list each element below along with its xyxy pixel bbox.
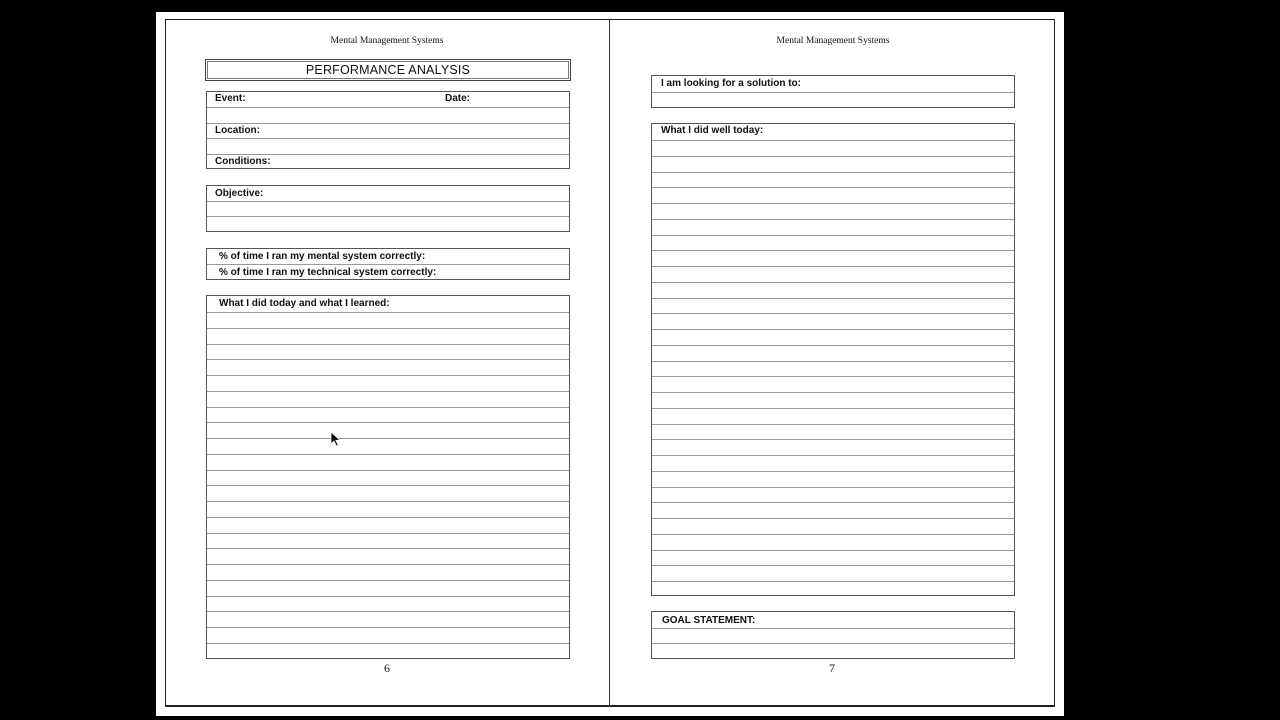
writing-line (652, 203, 1014, 204)
writing-line (652, 282, 1014, 283)
performance-analysis-title: PERFORMANCE ANALYSIS (305, 63, 471, 77)
writing-line (652, 376, 1014, 377)
writing-line (652, 565, 1014, 566)
writing-line (207, 454, 569, 455)
writing-line (652, 361, 1014, 362)
performance-analysis-title-box (205, 59, 571, 81)
writing-line (207, 517, 569, 518)
writing-line (652, 187, 1014, 188)
writing-line (207, 375, 569, 376)
location-label: Location: (215, 125, 260, 136)
writing-line (652, 518, 1014, 519)
writing-line (207, 438, 569, 439)
did-well-label: What I did well today: (661, 125, 764, 136)
writing-line (207, 501, 569, 502)
writing-line (652, 250, 1014, 251)
writing-line (652, 550, 1014, 551)
writing-line (652, 487, 1014, 488)
learned-label: What I did today and what I learned: (219, 298, 390, 309)
did-well-box (651, 123, 1015, 596)
writing-line (207, 470, 569, 471)
mouse-pointer-icon (330, 431, 342, 447)
mental-system-label: % of time I ran my mental system correctly: (219, 251, 426, 262)
conditions-label: Conditions: (215, 156, 271, 167)
writing-line (207, 627, 569, 628)
writing-line (652, 534, 1014, 535)
event-label: Event: (215, 93, 246, 104)
writing-line (652, 140, 1014, 141)
writing-line (652, 298, 1014, 299)
writing-line (207, 580, 569, 581)
writing-line (652, 471, 1014, 472)
writing-line (652, 502, 1014, 503)
writing-line (652, 219, 1014, 220)
technical-system-label: % of time I ran my technical system correctly: (219, 267, 437, 278)
writing-line (652, 235, 1014, 236)
writing-line (652, 313, 1014, 314)
writing-line (207, 407, 569, 408)
writing-line (652, 424, 1014, 425)
learned-box (206, 295, 570, 659)
writing-line (652, 345, 1014, 346)
writing-line (652, 329, 1014, 330)
right-page-header: Mental Management Systems (776, 36, 890, 46)
writing-line (207, 391, 569, 392)
writing-line (652, 266, 1014, 267)
right-page-number: 7 (829, 661, 835, 675)
date-label: Date: (445, 93, 471, 104)
writing-line (652, 439, 1014, 440)
writing-line (207, 564, 569, 565)
writing-line (652, 392, 1014, 393)
writing-line (207, 548, 569, 549)
writing-line (207, 643, 569, 644)
writing-line (652, 408, 1014, 409)
writing-line (207, 596, 569, 597)
left-page-header: Mental Management Systems (330, 36, 444, 46)
writing-line (652, 172, 1014, 173)
writing-line (207, 344, 569, 345)
writing-line (207, 422, 569, 423)
writing-line (652, 156, 1014, 157)
writing-line (652, 455, 1014, 456)
writing-line (207, 312, 569, 313)
writing-line (207, 485, 569, 486)
left-page-number: 6 (384, 661, 390, 675)
writing-line (207, 328, 569, 329)
goal-statement-label: GOAL STATEMENT: (662, 615, 756, 626)
writing-line (207, 359, 569, 360)
writing-line (207, 533, 569, 534)
writing-line (207, 611, 569, 612)
book-spine (609, 19, 610, 707)
solution-label: I am looking for a solution to: (661, 78, 801, 89)
writing-line (652, 581, 1014, 582)
objective-label: Objective: (215, 188, 264, 199)
